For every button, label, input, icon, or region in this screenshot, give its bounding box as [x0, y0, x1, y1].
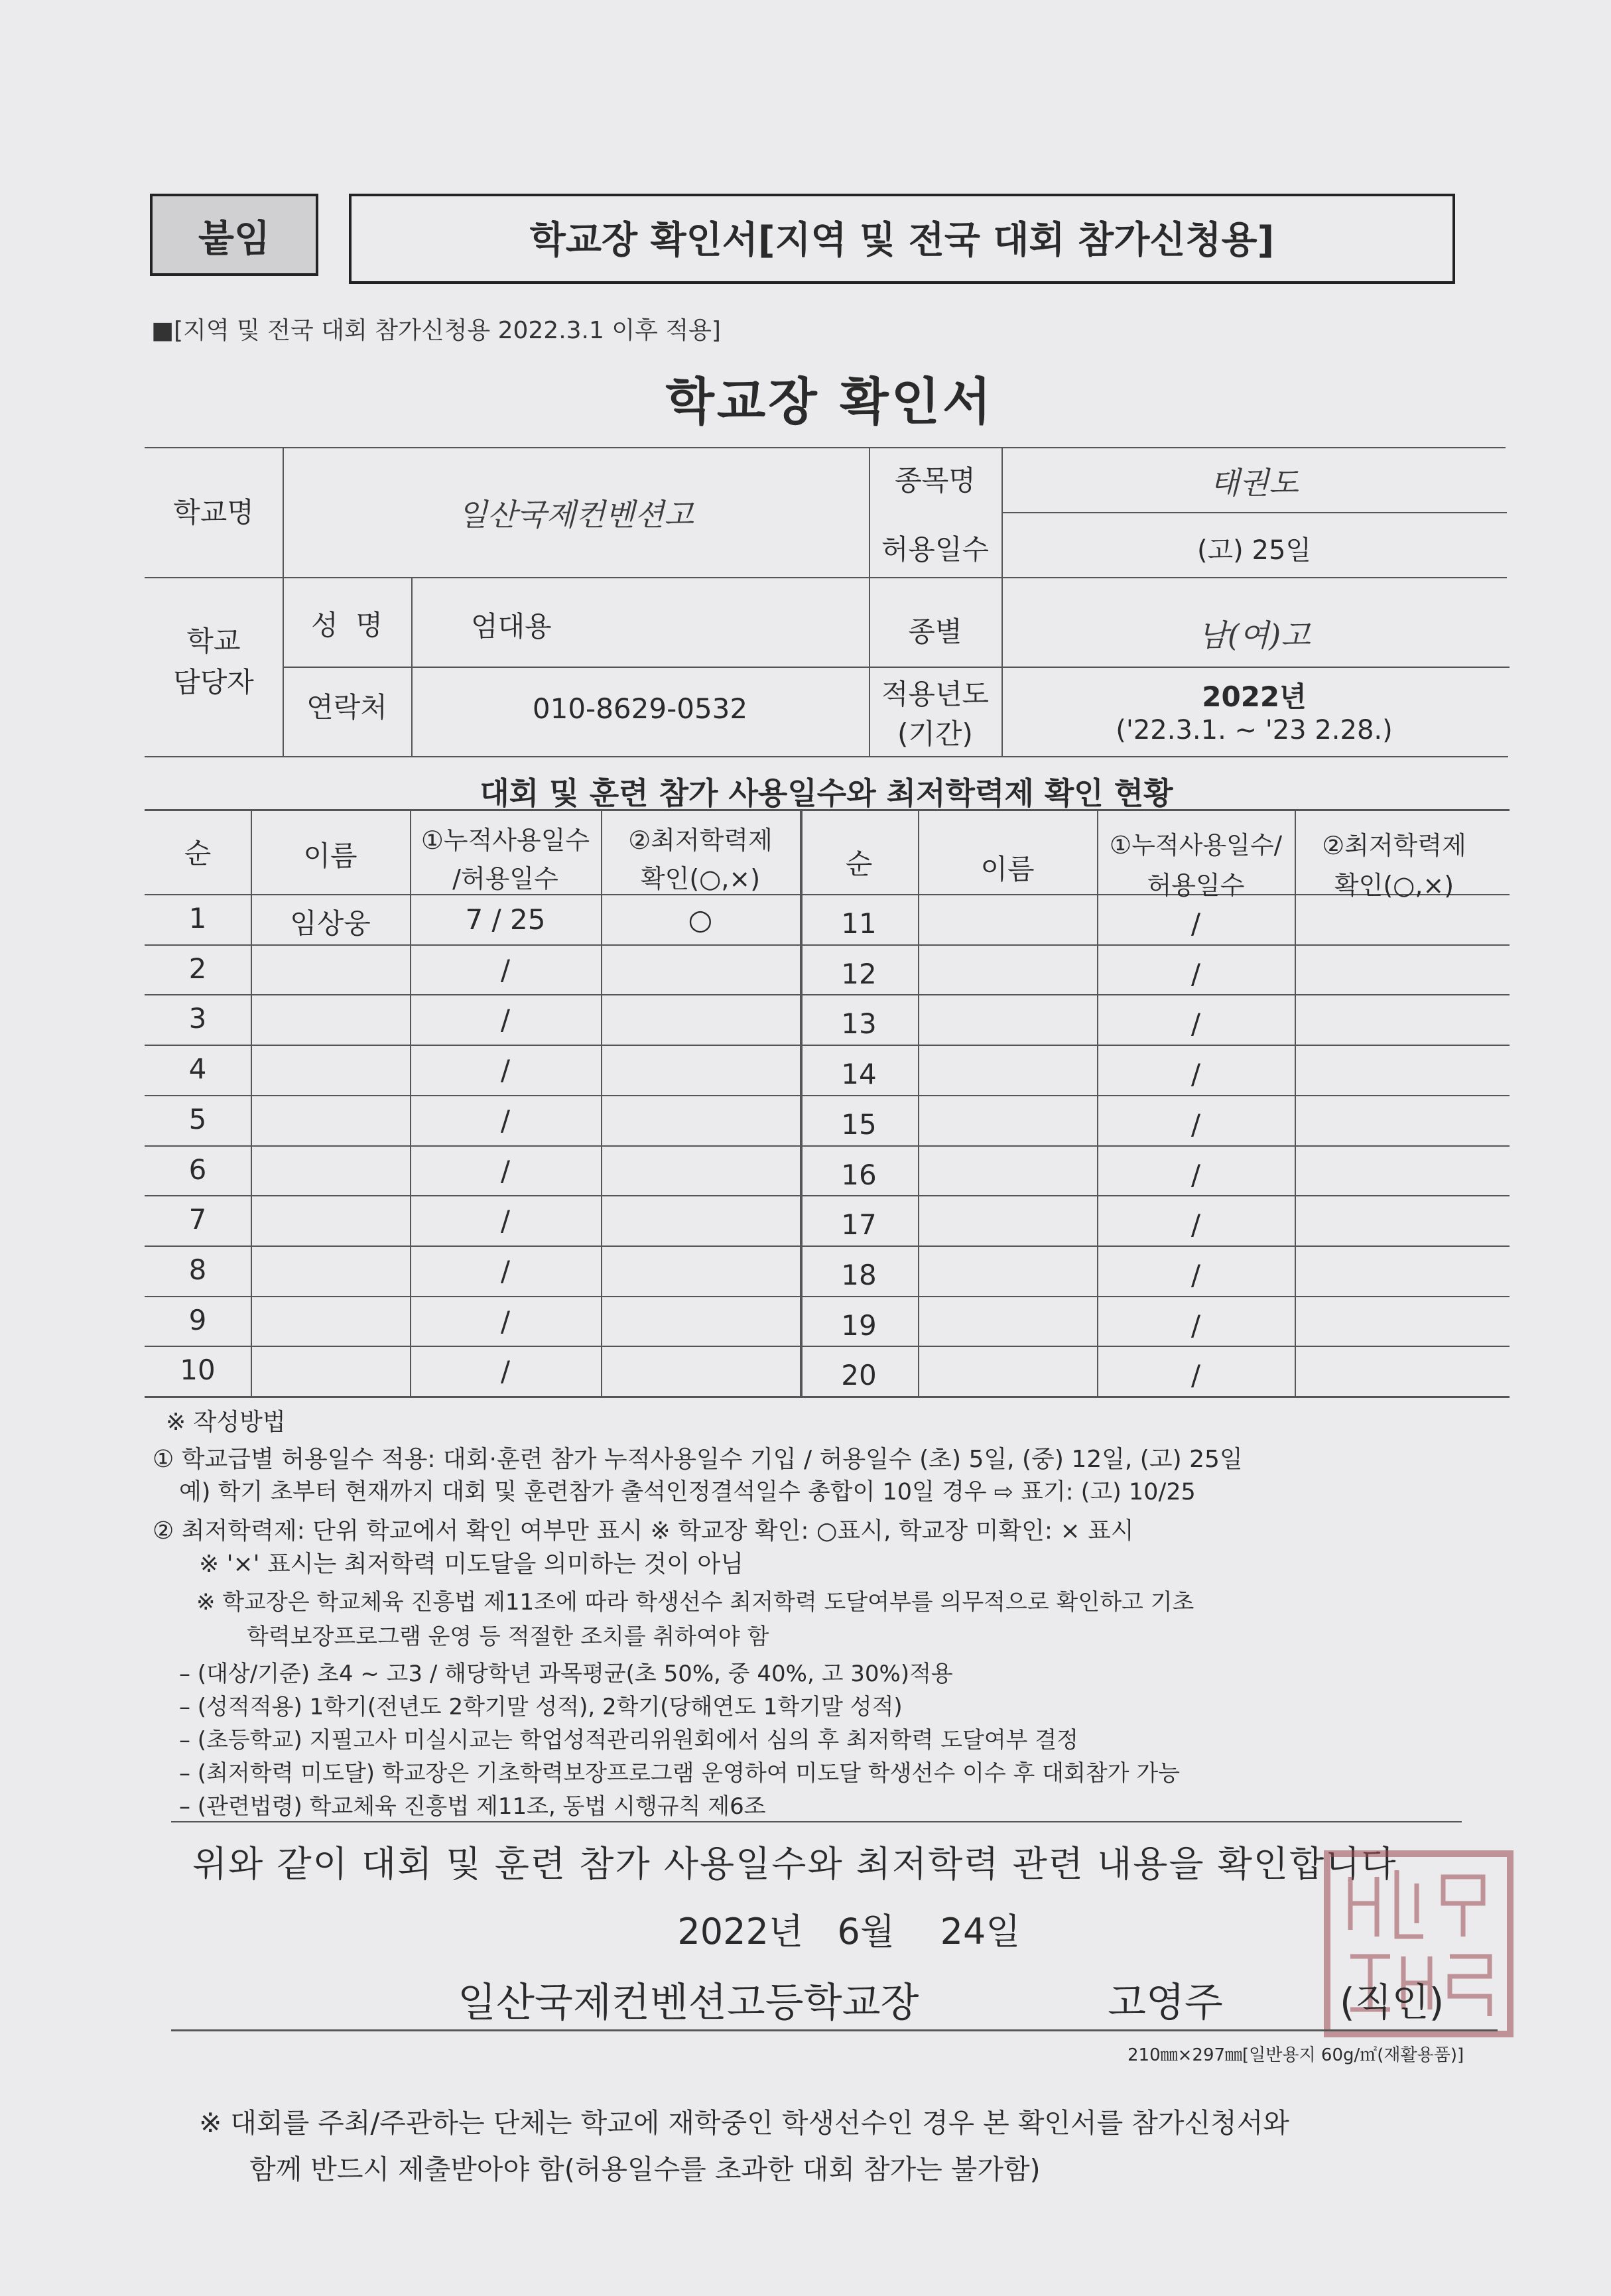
col-header-days-right-2: 허용일수 — [1147, 871, 1245, 900]
days-used: 7 / 25 — [465, 903, 546, 936]
section-title: 대회 및 훈련 참가 사용일수와 최저학력제 확인 현황 — [480, 775, 1173, 811]
manager-label-2: 담당자 — [173, 666, 254, 698]
row-number: 10 — [180, 1354, 216, 1386]
instruction-line: – (성적적용) 1학기(전년도 2학기말 성적), 2학기(당해연도 1학기말 성적) — [179, 1694, 903, 1720]
days-used: / — [1191, 1208, 1201, 1241]
instruction-line: – (관련법령) 학교체육 진흥법 제11조, 동법 시행규칙 제6조 — [179, 1793, 766, 1820]
days-used: / — [1191, 958, 1201, 990]
instruction-line: ※ 학교장은 학교체육 진흥법 제11조에 따라 학생선수 최저학력 도달여부를 의무적으로 확인하고 기초 — [196, 1589, 1194, 1616]
school-principal-title: 일산국제컨벤션고등학교장 — [458, 1980, 919, 2026]
days-used: / — [500, 1355, 511, 1387]
year-label-1: 적용년도 — [881, 678, 990, 710]
year-label-2: (기간) — [897, 718, 973, 750]
col-header-num-right: 순 — [845, 848, 873, 880]
paper-spec: 210㎜×297㎜[일반용지 60g/㎡(재활용품)] — [1128, 2045, 1464, 2065]
header-note: ■[지역 및 전국 대회 참가신청용 2022.3.1 이후 적용] — [151, 317, 721, 344]
row-number: 20 — [841, 1359, 877, 1391]
row-number: 14 — [841, 1058, 877, 1090]
row-number: 7 — [188, 1203, 207, 1236]
row-number: 4 — [188, 1052, 207, 1085]
instruction-line: 학력보장프로그램 운영 등 적절한 조치를 취하여야 함 — [247, 1624, 769, 1650]
col-header-check-left-2: 확인(○,×) — [640, 864, 761, 893]
days-used: / — [500, 1104, 511, 1137]
days-used: / — [500, 1255, 511, 1287]
attachment-label: 붙임 — [198, 218, 271, 261]
school-name-label: 학교명 — [173, 496, 254, 529]
instruction-line: ※ '×' 표시는 최저학력 미도달을 의미하는 것이 아님 — [199, 1551, 743, 1578]
row-number: 16 — [841, 1159, 877, 1191]
row-number: 15 — [841, 1108, 877, 1141]
days-used: / — [1191, 907, 1201, 940]
col-header-name-right: 이름 — [980, 853, 1035, 885]
days-used: / — [1191, 1058, 1201, 1090]
days-used: / — [500, 1003, 511, 1036]
sport-value: 태권도 — [1210, 465, 1299, 501]
confirm-date: 2022년 6월 24일 — [677, 1911, 1021, 1952]
header-title: 학교장 확인서[지역 및 전국 대회 참가신청용] — [529, 219, 1275, 262]
student-name: 임상웅 — [290, 907, 371, 940]
period-value: ('22.3.1. ~ '23 2.28.) — [1116, 715, 1393, 745]
manager-label-1: 학교 — [186, 625, 241, 657]
days-used: / — [500, 1305, 511, 1338]
row-number: 12 — [841, 958, 877, 990]
row-number: 8 — [188, 1253, 207, 1286]
row-number: 9 — [188, 1304, 207, 1336]
min-academic-check: ○ — [688, 903, 713, 936]
person-name-value: 엄대용 — [471, 610, 552, 643]
row-number: 13 — [841, 1007, 877, 1040]
row-number: 6 — [188, 1153, 207, 1186]
gender-value: 남(여)고 — [1198, 617, 1311, 653]
col-header-num-left: 순 — [184, 837, 212, 869]
instruction-line: 예) 학기 초부터 현재까지 대회 및 훈련참가 출석인정결석일수 총합이 10일 경우 ⇨ 표기: (고) 10/25 — [179, 1479, 1196, 1505]
col-header-check-right-2: 확인(○,×) — [1334, 871, 1454, 900]
document-title: 학교장 확인서 — [665, 372, 994, 431]
person-name-label: 성 명 — [311, 609, 383, 641]
instruction-line: ① 학교급별 허용일수 적용: 대회·훈련 참가 누적사용일수 기입 / 허용일수 (초) 5일, (중) 12일, (고) 25일 — [153, 1446, 1243, 1473]
row-number: 2 — [188, 952, 207, 985]
allowed-days-label: 허용일수 — [881, 533, 990, 566]
principal-name: 고영주 — [1108, 1980, 1223, 2026]
days-used: / — [500, 1204, 511, 1237]
instruction-line: – (대상/기준) 초4 ~ 고3 / 해당학년 과목평균(초 50%, 중 40%, 고 30%)적용 — [179, 1661, 953, 1687]
footer-note-1: ※ 대회를 주최/주관하는 단체는 학교에 재학중인 학생선수인 경우 본 확인서를 참가신청서와 — [199, 2107, 1289, 2139]
instruction-line: – (최저학력 미도달) 학교장은 기초학력보장프로그램 운영하여 미도달 학생선수 이수 후 대회참가 가능 — [179, 1760, 1181, 1787]
instruction-line: ② 최저학력제: 단위 학교에서 확인 여부만 표시 ※ 학교장 확인: ○표시, 학교장 미확인: × 표시 — [153, 1517, 1134, 1545]
col-header-check-right-1: ②최저학력제 — [1322, 831, 1466, 860]
days-used: / — [500, 1054, 511, 1086]
row-number: 18 — [841, 1259, 877, 1291]
seal-label: (직인) — [1340, 1980, 1445, 2025]
row-number: 19 — [841, 1309, 877, 1342]
row-number: 1 — [188, 902, 207, 934]
col-header-days-right-1: ①누적사용일수/ — [1109, 831, 1283, 860]
row-number: 3 — [188, 1002, 207, 1035]
row-number: 17 — [841, 1208, 877, 1241]
days-used: / — [1191, 1007, 1201, 1040]
days-used: / — [1191, 1159, 1201, 1191]
gender-label: 종별 — [908, 615, 962, 648]
year-value: 2022년 — [1202, 680, 1307, 713]
contact-label: 연락처 — [306, 691, 387, 724]
col-header-days-left-1: ①누적사용일수 — [420, 826, 590, 855]
row-number: 11 — [841, 907, 877, 940]
col-header-days-left-2: /허용일수 — [452, 864, 558, 893]
row-number: 5 — [188, 1103, 207, 1135]
col-header-name-left: 이름 — [303, 840, 357, 872]
footer-note-2: 함께 반드시 제출받아야 함(허용일수를 초과한 대회 참가는 불가함) — [249, 2153, 1041, 2185]
instructions-title: ※ 작성방법 — [166, 1409, 286, 1436]
days-used: / — [500, 954, 511, 986]
days-used: / — [1191, 1259, 1201, 1291]
days-used: / — [1191, 1359, 1201, 1391]
allowed-days-value: (고) 25일 — [1196, 535, 1312, 566]
contact-value: 010-8629-0532 — [532, 692, 748, 725]
col-header-check-left-1: ②최저학력제 — [628, 826, 773, 855]
confirm-statement: 위와 같이 대회 및 훈련 참가 사용일수와 최저학력 관련 내용을 확인합니다 — [192, 1843, 1397, 1885]
instruction-line: – (초등학교) 지필고사 미실시교는 학업성적관리위원회에서 심의 후 최저학력 도달여부 결정 — [179, 1727, 1079, 1754]
days-used: / — [1191, 1108, 1201, 1141]
school-name-value: 일산국제컨벤션고 — [458, 497, 694, 533]
days-used: / — [500, 1155, 511, 1187]
sport-label: 종목명 — [895, 464, 976, 497]
days-used: / — [1191, 1309, 1201, 1342]
